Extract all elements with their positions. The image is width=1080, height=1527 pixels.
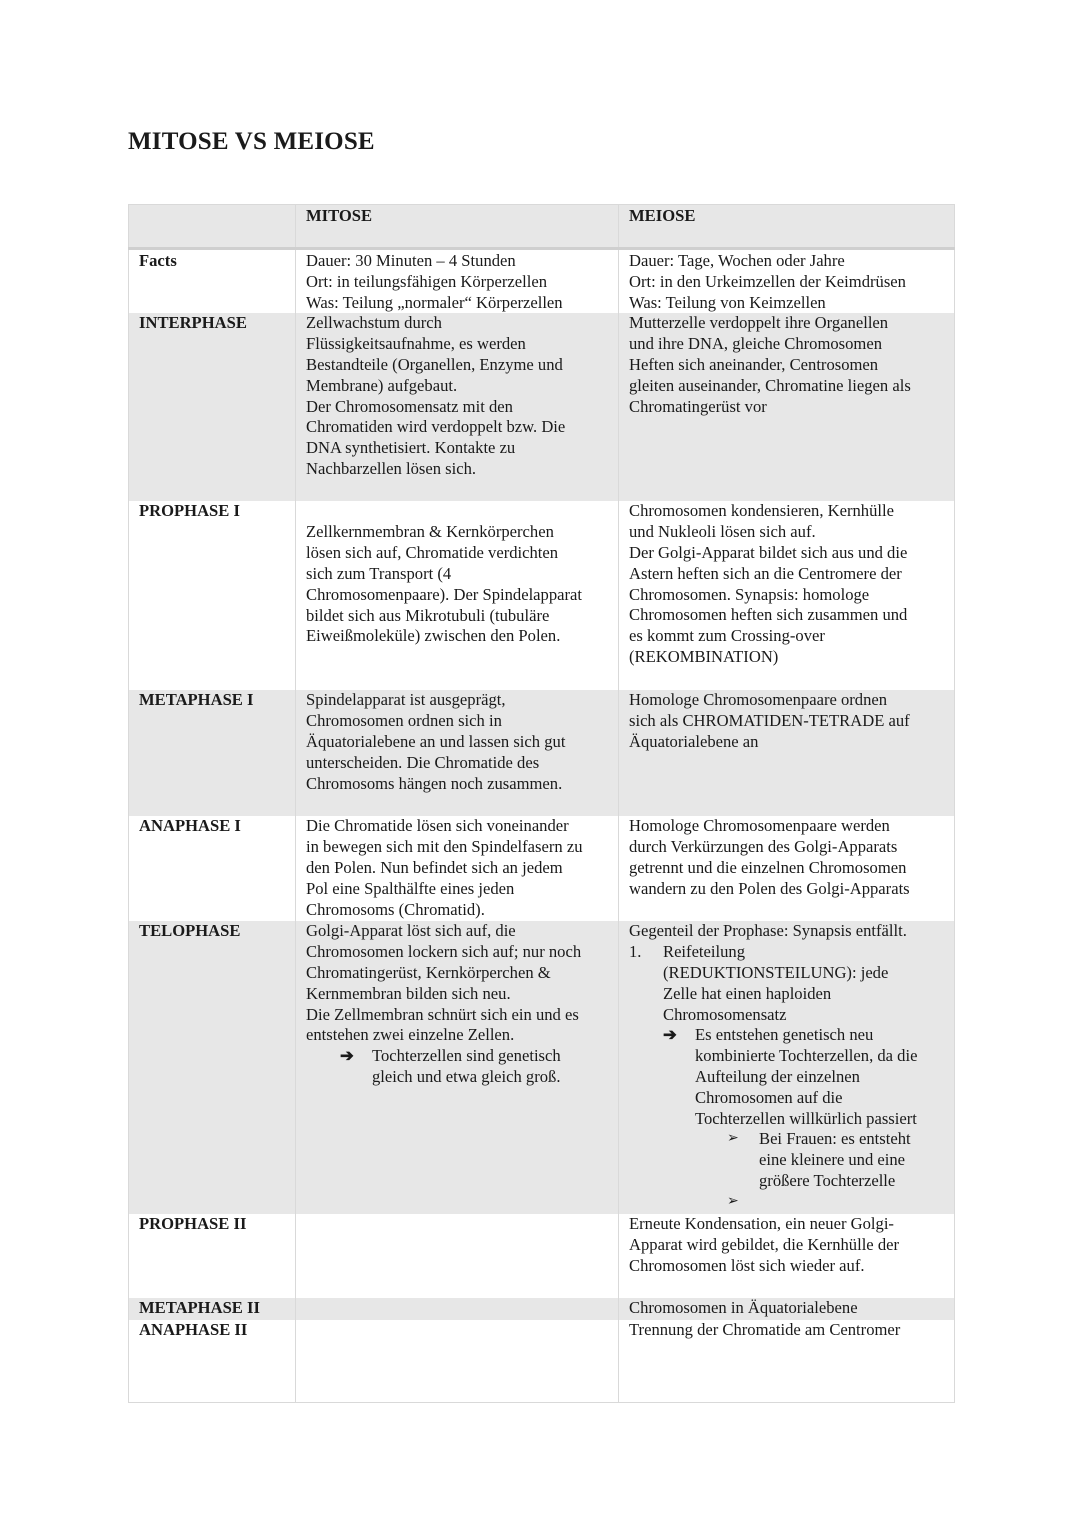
text-line: Tochterzellen sind genetisch (372, 1046, 561, 1066)
row-label-metaphase-1: METAPHASE I (129, 690, 296, 816)
text-line: Der Chromosomensatz mit den (306, 396, 513, 416)
anaphase-1-mitose-cell (296, 816, 619, 921)
header-mitose: MITOSE (296, 205, 619, 249)
row-label-telophase: TELOPHASE (129, 921, 296, 1214)
text-line: Chromosomen löst sich wieder auf. (629, 1255, 865, 1275)
text-line: Dauer: Tage, Wochen oder Jahre (629, 251, 845, 270)
metaphase-2-mitose-cell (296, 1298, 619, 1320)
text-line: Gegenteil der Prophase: Synapsis entfällt. (629, 921, 907, 941)
text-line: Eiweißmoleküle) zwischen den Polen. (306, 626, 561, 646)
facts-meiose-cell (619, 249, 955, 314)
metaphase-1-mitose-cell (296, 690, 619, 816)
telophase-mitose-cell (296, 921, 619, 1214)
text-line: (REDUKTIONSTEILUNG): jede (663, 962, 889, 982)
text-line: Chromosomen ordnen sich in (306, 711, 502, 731)
arrow-list-item (306, 1046, 612, 1088)
telophase-meiose-cell (619, 921, 955, 1214)
prophase-1-mitose-cell (296, 501, 619, 690)
text-line: Chromosomen lockern sich auf; nur noch (306, 942, 582, 962)
row-label-interphase: INTERPHASE (129, 313, 296, 501)
page-title: MITOSE VS MEIOSE (128, 128, 375, 155)
row-label-prophase-2: PROPHASE II (129, 1214, 296, 1298)
text-line: und ihre DNA, gleiche Chromosomen (629, 334, 883, 354)
row-label-facts: Facts (129, 249, 296, 314)
text-line: Dauer: 30 Minuten – 4 Stunden (306, 251, 516, 270)
row-interphase (129, 313, 955, 501)
text-line: Es entstehen genetisch neu (695, 1025, 874, 1045)
text-line: Chromatiden wird verdoppelt bzw. Die (306, 417, 566, 437)
text-line: Was: Teilung von Keimzellen (629, 292, 826, 312)
header-row (129, 205, 955, 249)
text-line: Apparat wird gebildet, die Kernhülle der (629, 1235, 900, 1255)
text-line: Spindelapparat ist ausgeprägt, (306, 690, 506, 710)
text-line: Chromosomen kondensieren, Kernhülle (629, 501, 894, 521)
text-line: Chromosomen auf die (695, 1087, 843, 1107)
header-empty-cell (129, 205, 296, 249)
text-line: Chromosomen. Synapsis: homologe (629, 584, 870, 604)
text-line: Chromosomenpaare). Der Spindelapparat (306, 584, 583, 604)
anaphase-1-meiose-cell (619, 816, 955, 921)
text-line: Chromosoms (Chromatid). (306, 899, 485, 919)
text-line: Golgi-Apparat löst sich auf, die (306, 921, 516, 941)
row-anaphase-1 (129, 816, 955, 921)
text-line: lösen sich auf, Chromatide verdichten (306, 543, 559, 563)
text-line: Die Chromatide lösen sich voneinander (306, 816, 569, 836)
arrow-list-item (629, 1025, 948, 1129)
text-line: Ort: in teilungsfähigen Körperzellen (306, 271, 547, 291)
text-line: Homologe Chromosomenpaare ordnen (629, 690, 888, 710)
triangle-bullet-icon: ➢ (727, 1131, 739, 1147)
text-line: Der Golgi-Apparat bildet sich aus und die (629, 542, 908, 562)
text-line: kombinierte Tochterzellen, da die (695, 1046, 918, 1066)
text-line: Pol eine Spalthälfte eines jeden (306, 878, 515, 898)
row-prophase-1 (129, 501, 955, 690)
row-metaphase-2 (129, 1298, 955, 1320)
triangle-bullet-icon: ➢ (727, 1193, 739, 1209)
text-line: Reifeteilung (663, 942, 746, 962)
text-line: Äquatorialebene an und lassen sich gut (306, 731, 566, 751)
text-line: Zelle hat einen haploiden (663, 983, 832, 1003)
text-line: Flüssigkeitsaufnahme, es werden (306, 334, 526, 354)
text-line: Zellwachstum durch (306, 313, 442, 333)
row-label-anaphase-1: ANAPHASE I (129, 816, 296, 921)
text-line: getrennt und die einzelnen Chromosomen (629, 857, 907, 877)
text-line: Chromatingerüst vor (629, 396, 767, 416)
text-line: Bestandteile (Organellen, Enzyme und (306, 354, 563, 374)
prophase-2-meiose-cell (619, 1214, 955, 1298)
text-line: Bei Frauen: es entsteht (759, 1129, 911, 1149)
text-line: Nachbarzellen lösen sich. (306, 458, 477, 478)
text-line: Chromosomen heften sich zusammen und (629, 605, 908, 625)
row-label-prophase-1: PROPHASE I (129, 501, 296, 690)
text-line: Chromosomensatz (663, 1004, 787, 1024)
prophase-1-meiose-cell (619, 501, 955, 690)
comparison-table (128, 204, 955, 1403)
text-line: und Nukleoli lösen sich auf. (629, 522, 816, 542)
text-line: Chromatingerüst, Kernkörperchen & (306, 962, 551, 982)
numbered-list-item (629, 942, 948, 1025)
facts-mitose-cell (296, 249, 619, 314)
text-line: Erneute Kondensation, ein neuer Golgi- (629, 1214, 894, 1234)
metaphase-2-meiose-cell: Chromosomen in Äquatorialebene (619, 1298, 955, 1320)
row-prophase-2 (129, 1214, 955, 1298)
text-line: gleich und etwa gleich groß. (372, 1066, 561, 1086)
triangle-list-item (629, 1129, 948, 1191)
row-label-metaphase-2: METAPHASE II (129, 1298, 296, 1320)
text-line: Membrane) aufgebaut. (306, 375, 458, 395)
text-line: eine kleinere und eine (759, 1150, 906, 1170)
arrow-bullet-icon: ➔ (340, 1046, 354, 1066)
arrow-bullet-icon: ➔ (663, 1025, 677, 1045)
text-line: gleiten auseinander, Chromatine liegen als (629, 375, 911, 395)
row-telophase (129, 921, 955, 1214)
text-line: Astern heften sich an die Centromere der (629, 563, 902, 583)
text-line: Zellkernmembran & Kernkörperchen (306, 522, 554, 542)
anaphase-2-meiose-cell: Trennung der Chromatide am Centromer (619, 1320, 955, 1402)
text-line: Chromosoms hängen noch zusammen. (306, 773, 563, 793)
text-line: entstehen zwei einzelne Zellen. (306, 1025, 515, 1045)
anaphase-2-mitose-cell (296, 1320, 619, 1402)
text-line: es kommt zum Crossing-over (629, 626, 825, 646)
text-line: den Polen. Nun befindet sich an jedem (306, 857, 563, 877)
text-line: unterscheiden. Die Chromatide des (306, 752, 540, 772)
text-line: Ort: in den Urkeimzellen der Keimdrüsen (629, 271, 906, 291)
interphase-mitose-cell (296, 313, 619, 501)
row-facts (129, 249, 955, 314)
text-line: Die Zellmembran schnürt sich ein und es (306, 1004, 579, 1024)
text-line: DNA synthetisiert. Kontakte zu (306, 438, 516, 458)
text-line: wandern zu den Polen des Golgi-Apparats (629, 878, 910, 898)
text-line: in bewegen sich mit den Spindelfasern zu (306, 837, 583, 857)
triangle-list-item-empty (629, 1192, 948, 1213)
row-label-anaphase-2: ANAPHASE II (129, 1320, 296, 1402)
text-line: Heften sich aneinander, Centrosomen (629, 354, 879, 374)
list-number: 1. (629, 942, 642, 962)
text-line: sich zum Transport (4 (306, 563, 452, 583)
row-anaphase-2 (129, 1320, 955, 1402)
text-line: Äquatorialebene an (629, 731, 759, 751)
text-line: Tochterzellen willkürlich passiert (695, 1108, 917, 1128)
text-line: bildet sich aus Mikrotubuli (tubuläre (306, 605, 550, 625)
text-line: Was: Teilung „normaler“ Körperzellen (306, 292, 563, 312)
header-meiose: MEIOSE (619, 205, 955, 249)
prophase-2-mitose-cell (296, 1214, 619, 1298)
interphase-meiose-cell (619, 313, 955, 501)
text-line: Kernmembran bilden sich neu. (306, 983, 511, 1003)
text-line: größere Tochterzelle (759, 1170, 896, 1190)
text-line: (REKOMBINATION) (629, 646, 779, 666)
metaphase-1-meiose-cell (619, 690, 955, 816)
row-metaphase-1 (129, 690, 955, 816)
text-line: Homologe Chromosomenpaare werden (629, 816, 890, 836)
text-line: sich als CHROMATIDEN-TETRADE auf (629, 711, 910, 731)
text-line: durch Verkürzungen des Golgi-Apparats (629, 837, 898, 857)
text-line: Mutterzelle verdoppelt ihre Organellen (629, 313, 889, 333)
text-line: Aufteilung der einzelnen (695, 1066, 860, 1086)
